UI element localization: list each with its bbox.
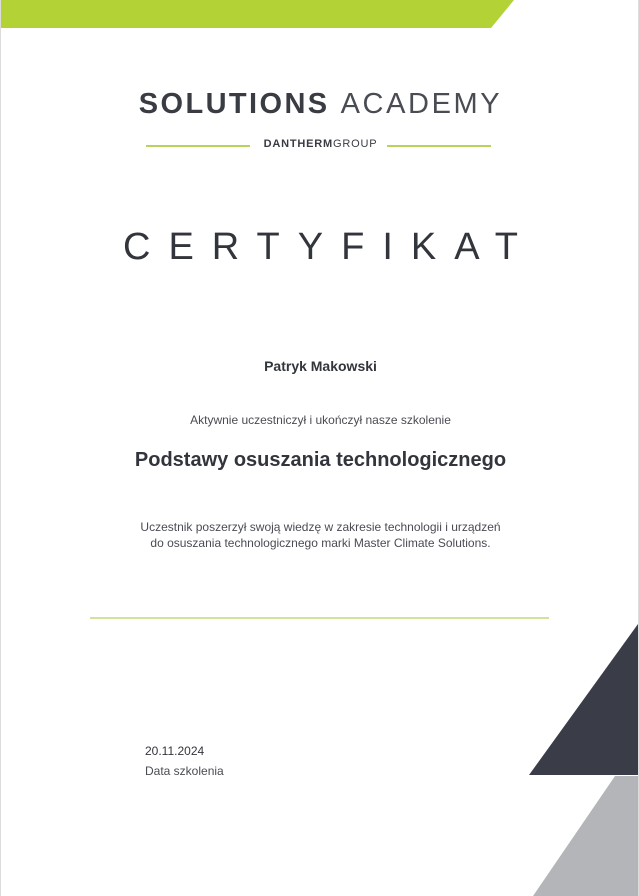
divider-rule xyxy=(90,617,549,619)
dark-corner-triangle xyxy=(529,624,638,775)
training-date-label: Data szkolenia xyxy=(145,764,224,778)
gray-corner-triangle xyxy=(533,776,638,896)
course-description xyxy=(1,519,639,551)
logo-title-strong: SOLUTIONS xyxy=(138,88,330,120)
academy-logo-title xyxy=(1,88,639,121)
top-green-band xyxy=(1,0,514,28)
course-name: Podstawy osuszania technologicznego xyxy=(134,449,507,471)
completion-statement: Aktywnie uczestniczył i ukończył nasze szkolenie xyxy=(190,413,451,427)
logo-sub-strong: DANTHERM xyxy=(263,138,333,150)
decorative-shapes xyxy=(1,0,639,896)
group-logo-subtitle xyxy=(1,138,639,150)
training-date: 20.11.2024 xyxy=(145,744,205,758)
description-line-2: do osuszania technologicznego marki Master Climate Solutions. xyxy=(150,536,491,550)
logo-sub-light: GROUP xyxy=(333,138,378,150)
logo-title-light: ACADEMY xyxy=(340,88,503,120)
description-line-1: Uczestnik poszerzył swoją wiedzę w zakresie technologii i urządzeń xyxy=(140,520,501,534)
recipient-name: Patryk Makowski xyxy=(264,358,377,374)
certificate-title: CERTYFIKAT xyxy=(123,226,536,268)
